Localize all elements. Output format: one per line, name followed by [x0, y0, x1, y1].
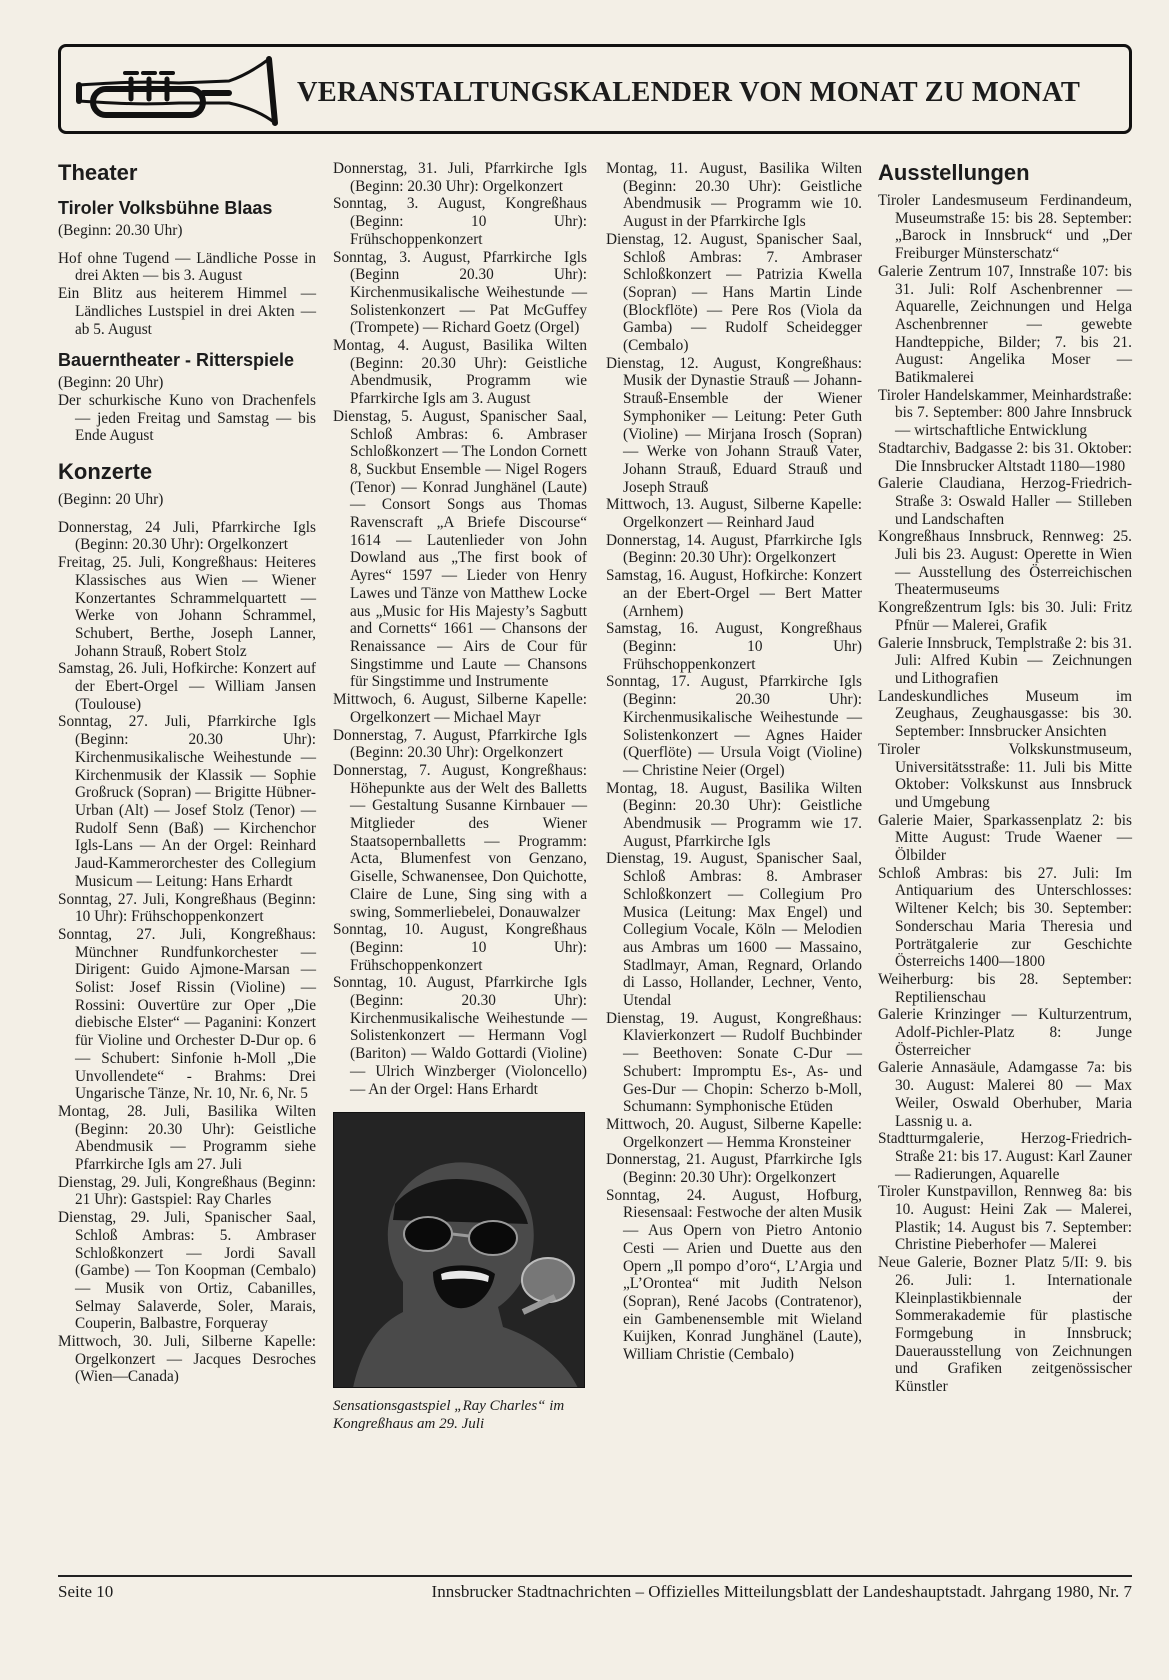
- exhibition-entry: Tiroler Kunstpavillon, Rennweg 8a: bis 10. August: Heini Zak — Malerei, Plastik; 14. August bis 7. September: Christine Pieberhofer — Malerei: [878, 1183, 1132, 1254]
- konzerte-list-3: [606, 160, 862, 1364]
- exhibition-entry: Stadtturmgalerie, Herzog-Friedrich-Straße 21: bis 17. August: Karl Zauner — Radierungen, Aquarelle: [878, 1130, 1132, 1183]
- concert-entry: Donnerstag, 14. August, Pfarrkirche Igls (Beginn: 20.30 Uhr): Orgelkonzert: [606, 531, 862, 567]
- concert-entry: Dienstag, 12. August, Kongreßhaus: Musik der Dynastie Strauß — Johann-Strauß-Ensemble der Wiener Symphoniker — Leitung: Peter Guth (Violine) — Mirjana Irosch (Sopran) — Werke von Johann Strauß Vater, Johann Strauß, Eduard Strauß und Joseph Strauß: [606, 354, 862, 496]
- concert-entry: Sonntag, 27. Juli, Kongreßhaus: Münchner Rundfunkorchester — Dirigent: Guido Ajmone-Marsan — Solist: Josef Rissin (Violine) — Rossini: Ouvertüre zur Oper „Die diebische Elster“ — Paganini: Konzert für Violine und Orchester D-Dur op. 6 — Schubert: Sinfonie h-Moll „Die Unvollendete“ - Brahms: Drei Ungarische Tänze, Nr. 10, Nr. 6, Nr. 5: [58, 925, 316, 1103]
- exhibition-entry: Kongreßhaus Innsbruck, Rennweg: 25. Juli bis 23. August: Operette in Wien — Ausstellung des Österreichischen Theatermuseums: [878, 528, 1132, 599]
- concert-entry: Montag, 18. August, Basilika Wilten (Beginn: 20.30 Uhr): Geistliche Abendmusik — Programm wie 17. August, Pfarrkirche Igls: [606, 779, 862, 850]
- concert-entry: Dienstag, 29. Juli, Spanischer Saal, Schloß Ambras: 5. Ambraser Schloßkonzert — Jordi Savall (Gambe) — Ton Koopman (Cembalo) — Musik von Ortiz, Cabanilles, Selmay Salaverde, Soler, Marais, Couperin, Balbastre, Forqueray: [58, 1209, 316, 1333]
- exhibition-entry: Neue Galerie, Bozner Platz 5/II: 9. bis 26. Juli: 1. Internationale Kleinplastikbiennale der Sommerakademie für plastische Formgebung in Innsbruck; Dauerausstellung von Zeichnungen und Grafiken zeitgenössischer Künstler: [878, 1254, 1132, 1396]
- concert-entry: Sonntag, 10. August, Kongreßhaus (Beginn: 10 Uhr): Frühschoppenkonzert: [333, 921, 587, 974]
- ausstellungen-heading: Ausstellungen: [878, 160, 1030, 185]
- concert-entry: Dienstag, 5. August, Spanischer Saal, Schloß Ambras: 6. Ambraser Schloßkonzert — The London Cornett 8, Suckbut Ensemble — Nigel Rogers (Tenor) — Konrad Junghänel (Laute) — Consort Songs aus Thomas Ravenscraft „A Briefe Discourse“ 1614 — Lautenlieder von John Dowland aus „The first book of Ayres“ 1597 — Lieder von Henry Lawes und Tänze von Matthew Locke aus „Music for His Majesty’s Sagbutt and Cornetts“ 1661 — Chansons der Renaissance — Airs de Cour für Singstimme und Laute — Chansons für Singstimme und Instrumente: [333, 407, 587, 691]
- column-2: [333, 160, 587, 1448]
- concert-entry: Dienstag, 19. August, Spanischer Saal, Schloß Ambras: 8. Ambraser Schloßkonzert — Collegium Pro Musica (Leitung: Max Engel) und Collegium Vocale, Köln — Melodien aus Ambras um 1600 — Massaino, Stadlmayr, Aman, Regnard, Orlando di Lasso, Hollander, Lechner, Vento, Utendal: [606, 850, 862, 1010]
- concert-entry: Dienstag, 12. August, Spanischer Saal, Schloß Ambras: 7. Ambraser Schloßkonzert — Patrizia Kwella (Sopran) — Hans Martin Linde (Blockflöte) — Pere Ros (Viola da Gamba) — Rudolf Scheidegger (Cembalo): [606, 230, 862, 355]
- photo-caption: Sensationsgastspiel „Ray Charles“ im Kongreßhaus am 29. Juli: [333, 1397, 565, 1432]
- concert-entry: Montag, 11. August, Basilika Wilten (Beginn: 20.30 Uhr): Geistliche Abendmusik — Programm wie 10. August in der Pfarrkirche Igls: [606, 160, 862, 231]
- exhibition-entry: Galerie Annasäule, Adamgasse 7a: bis 30. August: Malerei 80 — Max Weiler, Oswald Oberhuber, Maria Lassnig u. a.: [878, 1059, 1132, 1130]
- exhibition-entry: Galerie Claudiana, Herzog-Friedrich-Straße 3: Oswald Haller — Stilleben und Landschaften: [878, 475, 1132, 528]
- concert-entry: Samstag, 26. Juli, Hofkirche: Konzert auf der Ebert-Orgel — William Jansen (Toulouse): [58, 660, 316, 713]
- concert-entry: Mittwoch, 30. Juli, Silberne Kapelle: Orgelkonzert — Jacques Desroches (Wien—Canada): [58, 1333, 316, 1386]
- ray-charles-photo: [333, 1112, 585, 1388]
- konzerte-heading: Konzerte: [58, 459, 153, 485]
- column-3: [606, 160, 862, 1364]
- exhibition-entry: Galerie Innsbruck, Templstraße 2: bis 31. Juli: Alfred Kubin — Zeichnungen und Lithografien: [878, 634, 1132, 687]
- bauerntheater-heading: Bauerntheater - Ritterspiele: [58, 350, 295, 371]
- page-number: Seite 10: [58, 1582, 114, 1601]
- exhibition-entry: Landeskundliches Museum im Zeughaus, Zeughausgasse: bis 30. September: Innsbrucker Ansichten: [878, 687, 1132, 741]
- bauerntheater-start-time: (Beginn: 20 Uhr): [58, 374, 164, 392]
- concert-entry: Donnerstag, 31. Juli, Pfarrkirche Igls (Beginn: 20.30 Uhr): Orgelkonzert: [333, 160, 587, 195]
- exhibition-entry: Kongreßzentrum Igls: bis 30. Juli: Fritz Pfnür — Malerei, Grafik: [878, 599, 1132, 634]
- blaas-heading: Tiroler Volksbühne Blaas: [58, 198, 273, 218]
- concert-entry: Sonntag, 27. Juli, Pfarrkirche Igls (Beginn: 20.30 Uhr): Kirchenmusikalische Weihestunde — Kirchenmusik der Klassik — Sophie Großruck (Sopran) — Brigitte Hübner-Urban (Alt) — Josef Stolz (Tenor) — Rudolf Senn (Baß) — Kirchenchor Igls-Lans — An der Orgel: Reinhard Jaud-Kammerorchester des Collegium Musicum — Leitung: Hans Erhardt: [58, 713, 316, 890]
- concert-entry: Samstag, 16. August, Hofkirche: Konzert an der Ebert-Orgel — Bert Matter (Arnhem): [606, 567, 862, 620]
- concert-entry: Sonntag, 17. August, Pfarrkirche Igls (Beginn: 20.30 Uhr): Kirchenmusikalische Weihestunde — Solistenkonzert — Agnes Haider (Querflöte) — Ursula Voigt (Violine) — Christine Neier (Orgel): [606, 673, 862, 779]
- column-1: [58, 160, 316, 1386]
- concert-entry: Freitag, 25. Juli, Kongreßhaus: Heiteres Klassisches aus Wien — Wiener Konzertantes Schrammelquartett — Werke von Johann Schrammel, Schubert, Berthe, Joseph Lanner, Johann Strauß, Robert Stolz: [58, 554, 316, 660]
- exhibition-entry: Tiroler Handelskammer, Meinhardstraße: bis 7. September: 800 Jahre Innsbruck — wirtschaftliche Entwicklung: [878, 386, 1132, 440]
- calendar-banner: [58, 44, 1132, 134]
- concert-entry: Mittwoch, 6. August, Silberne Kapelle: Orgelkonzert — Michael Mayr: [333, 691, 587, 726]
- concert-entry: Montag, 28. Juli, Basilika Wilten (Beginn: 20.30 Uhr): Geistliche Abendmusik — Programm siehe Pfarrkirche Igls am 27. Juli: [58, 1102, 316, 1174]
- blaas-start-time: (Beginn: 20.30 Uhr): [58, 222, 183, 239]
- concert-entry: Samstag, 16. August, Kongreßhaus (Beginn: 10 Uhr) Frühschoppenkonzert: [606, 620, 862, 673]
- theater-entry: Der schurkische Kuno von Drachenfels — jeden Freitag und Samstag — bis Ende August: [58, 391, 316, 445]
- blaas-list: [58, 250, 316, 339]
- concert-entry: Sonntag, 3. August, Kongreßhaus (Beginn: 10 Uhr): Frühschoppenkonzert: [333, 195, 587, 248]
- column-4: [878, 160, 1132, 1396]
- publication-info: Innsbrucker Stadtnachrichten – Offizielles Mitteilungsblatt der Landeshauptstadt. Jahrgang 1980, Nr. 7: [431, 1582, 1132, 1601]
- exhibition-entry: Galerie Maier, Sparkassenplatz 2: bis Mitte August: Trude Waener — Ölbilder: [878, 811, 1132, 865]
- exhibition-entry: Galerie Zentrum 107, Innstraße 107: bis 31. Juli: Rolf Aschenbrenner — Aquarelle, Zeichnungen und Helga Aschenbrenner — gewebte Handteppiche, Bilder; 7. bis 21. August: Angelika Moser — Batikmalerei: [878, 262, 1132, 387]
- concert-entry: Sonntag, 10. August, Pfarrkirche Igls (Beginn: 20.30 Uhr): Kirchenmusikalische Weihestunde — Solistenkonzert — Hermann Vogl (Bariton) — Waldo Gottardi (Violine) — Ulrich Winzberger (Violoncello) — An der Orgel: Hans Erhardt: [333, 974, 587, 1098]
- concert-entry: Donnerstag, 7. August, Kongreßhaus: Höhepunkte aus der Welt des Balletts — Gestaltung Susanne Kirnbauer — Mitglieder des Wiener Staatsopernballetts — Programm: Acta, Blumenfest von Genzano, Giselle, Schwanensee, Don Quichotte, Claire de Lune, Sing sing with a swing, Sommerliebelei, Donauwalzer: [333, 761, 587, 921]
- ausstellungen-list: [878, 192, 1132, 1396]
- konzerte-list-1: [58, 519, 316, 1386]
- concert-entry: Montag, 4. August, Basilika Wilten (Beginn: 20.30 Uhr): Geistliche Abendmusik, Programm wie Pfarrkirche Igls am 3. August: [333, 337, 587, 408]
- exhibition-entry: Stadtarchiv, Badgasse 2: bis 31. Oktober: Die Innsbrucker Altstadt 1180—1980: [878, 439, 1132, 475]
- exhibition-entry: Galerie Krinzinger — Kulturzentrum, Adolf-Pichler-Platz 8: Junge Österreicher: [878, 1006, 1132, 1059]
- theater-entry: Ein Blitz aus heiterem Himmel — Ländliches Lustspiel in drei Akten — ab 5. August: [58, 285, 316, 338]
- exhibition-entry: Tiroler Landesmuseum Ferdinandeum, Museumstraße 15: bis 28. September: „Barock in Innsbruck“ und „Der Freiburger Münsterschatz“: [878, 192, 1132, 263]
- concert-entry: Donnerstag, 21. August, Pfarrkirche Igls (Beginn: 20.30 Uhr): Orgelkonzert: [606, 1151, 862, 1187]
- konzerte-list-2: [333, 160, 587, 1098]
- concert-entry: Donnerstag, 7. August, Pfarrkirche Igls (Beginn: 20.30 Uhr): Orgelkonzert: [333, 726, 587, 762]
- concert-entry: Donnerstag, 24 Juli, Pfarrkirche Igls (Beginn: 20.30 Uhr): Orgelkonzert: [58, 518, 316, 554]
- concert-entry: Dienstag, 19. August, Kongreßhaus: Klavierkonzert — Rudolf Buchbinder — Beethoven: Sonate C-Dur — Schubert: Impromptu Es-, As- und Ges-Dur — Chopin: Scherzo b-Moll, Schumann: Symphonische Etüden: [606, 1009, 862, 1116]
- exhibition-entry: Tiroler Volkskunstmuseum, Universitätsstraße: 11. Juli bis Mitte Oktober: Volkskunst aus Innsbruck und Umgebung: [878, 740, 1132, 811]
- concert-entry: Mittwoch, 20. August, Silberne Kapelle: Orgelkonzert — Hemma Kronsteiner: [606, 1115, 862, 1151]
- concert-entry: Sonntag, 24. August, Hofburg, Riesensaal: Festwoche der alten Musik — Aus Opern von Pietro Antonio Cesti — Arien und Duette aus den Opern „Il pompo d’oro“, L’Argia und „L’Orontea“ mit Judith Nelson (Sopran), René Jacobs (Contratenor), ein Gambenensemble mit Wieland Kuijken, Konrad Junghänel (Laute), William Christie (Cembalo): [606, 1186, 862, 1364]
- footer-divider: [58, 1575, 1132, 1577]
- concert-entry: Dienstag, 29. Juli, Kongreßhaus (Beginn: 21 Uhr): Gastspiel: Ray Charles: [58, 1173, 316, 1209]
- concert-entry: Sonntag, 27. Juli, Kongreßhaus (Beginn: 10 Uhr): Frühschoppenkonzert: [58, 890, 316, 926]
- trumpet-icon: [69, 53, 291, 129]
- concert-entry: Mittwoch, 13. August, Silberne Kapelle: Orgelkonzert — Reinhard Jaud: [606, 496, 862, 532]
- theater-heading: Theater: [58, 160, 138, 185]
- theater-entry: Hof ohne Tugend — Ländliche Posse in drei Akten — bis 3. August: [58, 249, 316, 285]
- banner-title: VERANSTALTUNGSKALENDER VON MONAT ZU MONAT: [297, 77, 1081, 108]
- konzerte-start-time: (Beginn: 20 Uhr): [58, 491, 164, 509]
- exhibition-entry: Schloß Ambras: bis 27. Juli: Im Antiquarium des Unterschlosses: Wiltener Kelch; bis 30. September: Sonderschau Maria Theresia und Porträtgalerie zur Geschichte Österreichs 1400—1800: [878, 864, 1132, 971]
- concert-entry: Sonntag, 3. August, Pfarrkirche Igls (Beginn 20.30 Uhr): Kirchenmusikalische Weihestunde — Solistenkonzert — Pat McGuffey (Trompete) — Richard Goetz (Orgel): [333, 248, 587, 337]
- exhibition-entry: Weiherburg: bis 28. September: Reptilienschau: [878, 970, 1132, 1006]
